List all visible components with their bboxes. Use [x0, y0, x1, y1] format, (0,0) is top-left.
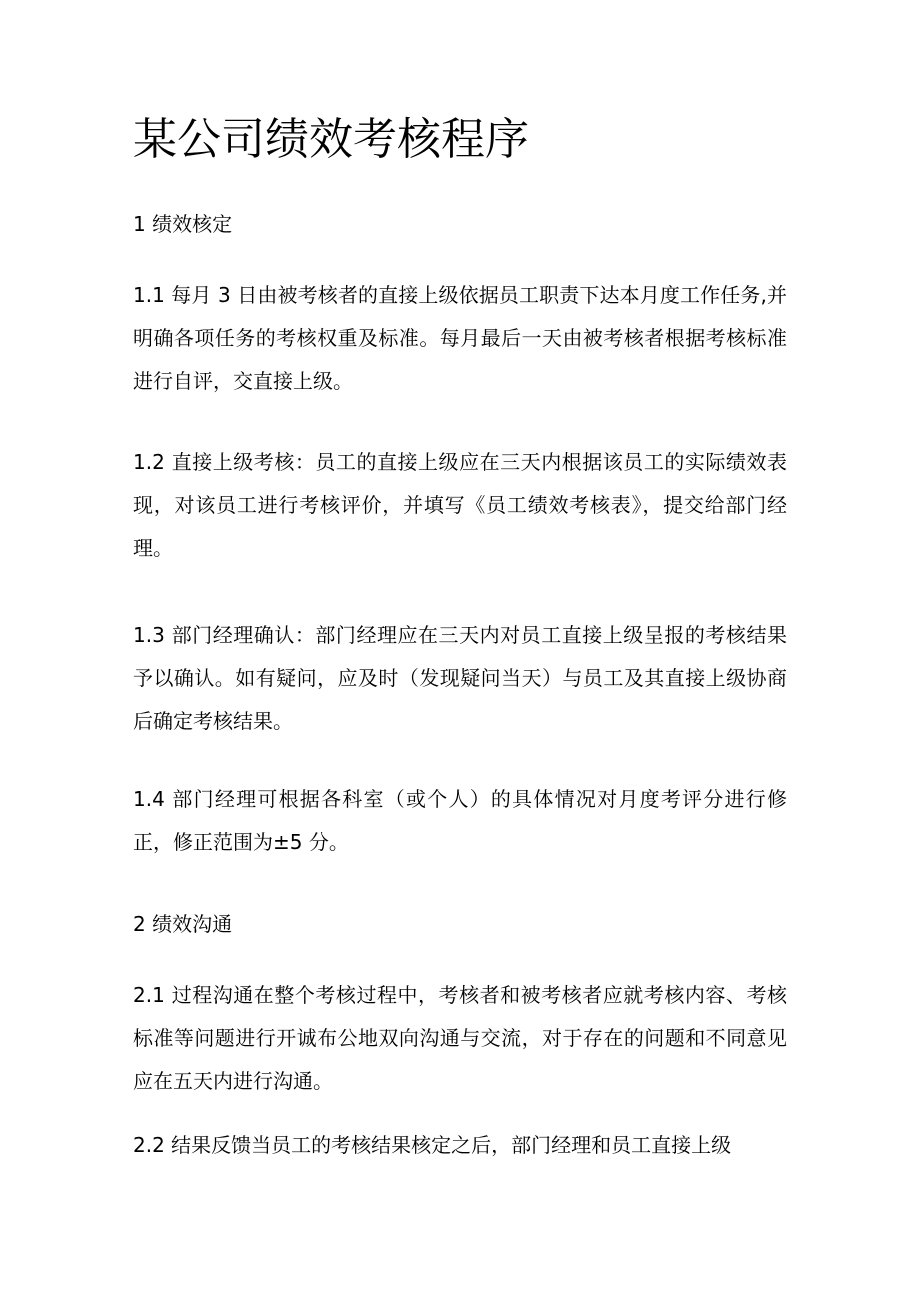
paragraph: 2.2 结果反馈当员工的考核结果核定之后，部门经理和员工直接上级 [133, 1133, 732, 1157]
section-heading: 2 绩效沟通 [133, 912, 233, 936]
section-heading: 1 绩效核定 [133, 212, 233, 236]
paragraph: 1.3 部门经理确认：部门经理应在三天内对员工直接上级呈报的考核结果予以确认。如有疑问，应及时（发现疑问当天）与员工及其直接上级协商后确定考核结果。 [133, 623, 787, 733]
paragraph: 1.1 每月 3 日由被考核者的直接上级依据员工职责下达本月度工作任务,并明确各项任务的考核权重及标准。每月最后一天由被考核者根据考核标准进行自评，交直接上级。 [133, 283, 787, 393]
paragraph: 1.4 部门经理可根据各科室（或个人）的具体情况对月度考评分进行修正，修正范围为±5 分。 [133, 787, 787, 854]
paragraph: 2.1 过程沟通在整个考核过程中，考核者和被考核者应就考核内容、考核标准等问题进行开诚布公地双向沟通与交流，对于存在的问题和不同意见应在五天内进行沟通。 [133, 983, 787, 1093]
paragraph: 1.2 直接上级考核：员工的直接上级应在三天内根据该员工的实际绩效表现，对该员工进行考核评价，并填写《员工绩效考核表》，提交给部门经理。 [133, 450, 787, 560]
document-title: 某公司绩效考核程序 [133, 114, 529, 165]
